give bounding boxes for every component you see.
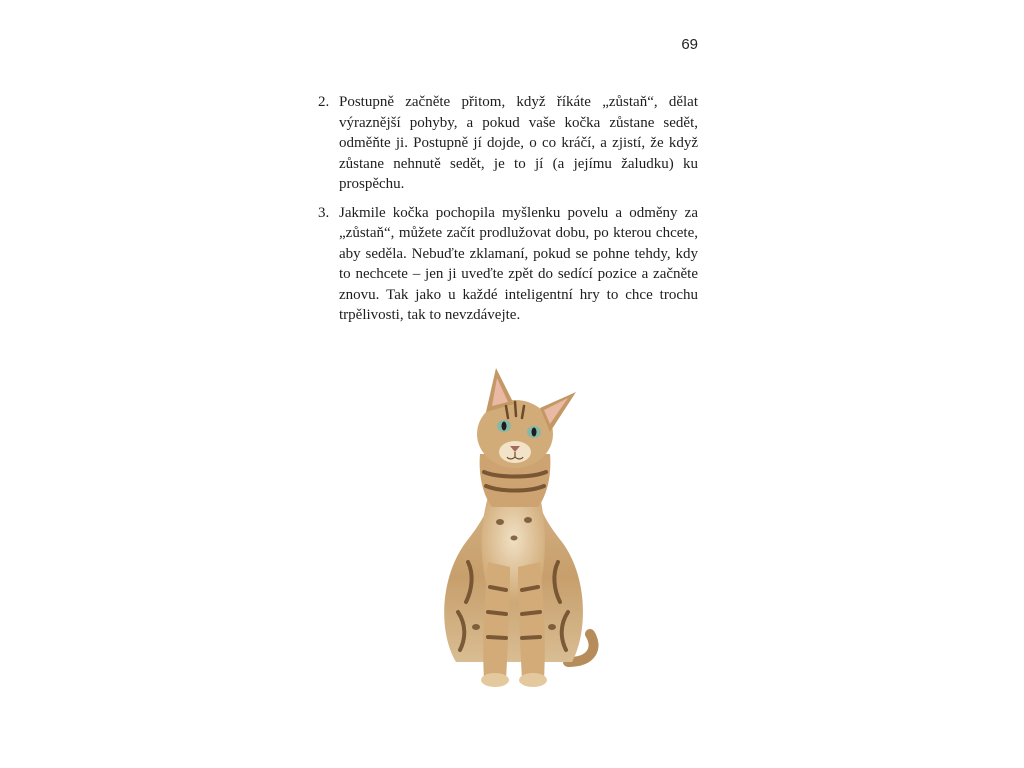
instruction-list [318,92,698,334]
list-item [318,92,698,195]
step-text: Jakmile kočka pochopila myšlenku povelu a odměny za „zůstaň“, můžete začít prodlužovat dobu, po kterou chcete, aby seděla. Nebuďte zklamaní, pokud se pohne tehdy, kdy to nechcete – jen ji uveďte zpět do sedící pozice a začněte znovu. Tak jako u každé inteligentní hry to chce trochu trpělivosti, tak to nevzdávejte. [339,204,698,323]
page-number: 69 [681,36,698,53]
step-number: 3. [318,204,330,221]
list-item [318,203,698,326]
cat-photo [418,362,608,692]
sitting-cat-illustration [418,362,608,692]
step-number: 2. [318,94,330,110]
step-text: Postupně začněte přitom, když říkáte „zůstaň“, dělat výraznější pohyby, a pokud vaše kočka zůstane sedět, odměňte ji. Postupně jí dojde, o co kráčí, a zjistí, že když zůstane nehnutě sedět, je to jí (a jejímu žaludku) ku prospěchu. [339,94,698,192]
